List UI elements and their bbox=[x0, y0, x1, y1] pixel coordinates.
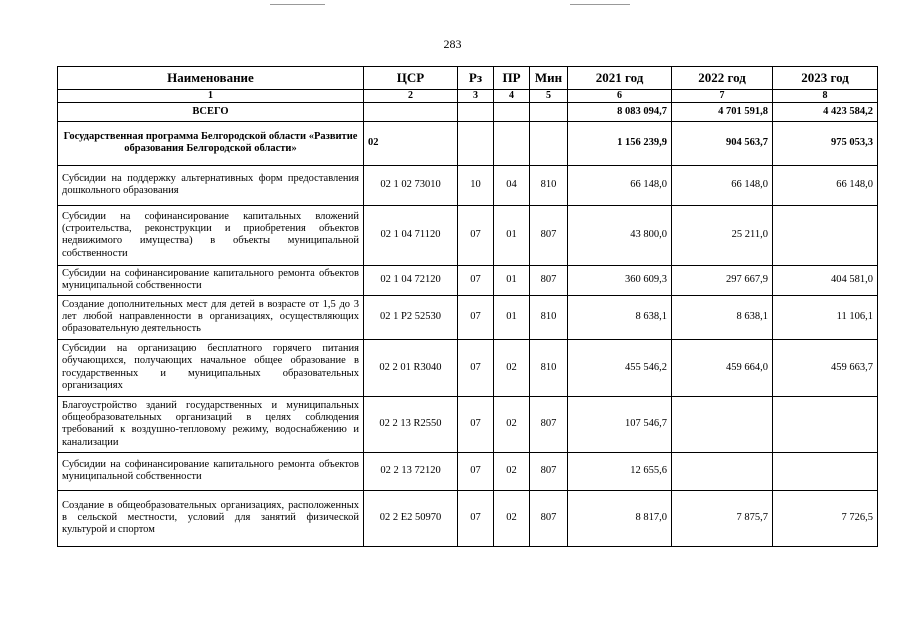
column-number-row bbox=[58, 90, 878, 103]
row-2021: 455 546,2 bbox=[568, 339, 672, 396]
row-min: 810 bbox=[530, 165, 568, 205]
column-number: 8 bbox=[773, 90, 878, 103]
row-2021: 12 655,6 bbox=[568, 452, 672, 490]
total-row bbox=[58, 102, 878, 121]
scan-mark-right bbox=[570, 4, 630, 5]
budget-table bbox=[57, 66, 878, 547]
row-name: Субсидии на софинансирование капитального ремонта объектов муниципальной собственности bbox=[58, 452, 364, 490]
row-rz: 07 bbox=[458, 265, 494, 295]
row-2022: 459 664,0 bbox=[672, 339, 773, 396]
row-rz: 07 bbox=[458, 452, 494, 490]
row-2023: 7 726,5 bbox=[773, 490, 878, 546]
row-min: 807 bbox=[530, 265, 568, 295]
row-min: 807 bbox=[530, 396, 568, 452]
row-name: Создание в общеобразовательных организациях, расположенных в сельской местности, условий для занятий физической культурой и спортом bbox=[58, 490, 364, 546]
row-pr: 04 bbox=[494, 165, 530, 205]
total-csr bbox=[364, 102, 458, 121]
row-2023: 66 148,0 bbox=[773, 165, 878, 205]
row-csr: 02 1 P2 52530 bbox=[364, 295, 458, 339]
header-name: Наименование bbox=[58, 67, 364, 90]
row-min: 807 bbox=[530, 452, 568, 490]
header-2022: 2022 год bbox=[672, 67, 773, 90]
program-2023: 975 053,3 bbox=[773, 121, 878, 165]
row-csr: 02 1 02 73010 bbox=[364, 165, 458, 205]
header-min: Мин bbox=[530, 67, 568, 90]
page-number: 283 bbox=[443, 37, 462, 51]
program-rz bbox=[458, 121, 494, 165]
row-2021: 66 148,0 bbox=[568, 165, 672, 205]
header-2021: 2021 год bbox=[568, 67, 672, 90]
table-row bbox=[58, 165, 878, 205]
row-2022: 25 211,0 bbox=[672, 205, 773, 265]
table-row bbox=[58, 265, 878, 295]
column-number: 5 bbox=[530, 90, 568, 103]
row-name: Субсидии на организацию бесплатного горячего питания обучающихся, получающих начальное общее образование в государственных и муниципальных образовательных организациях bbox=[58, 339, 364, 396]
table-row bbox=[58, 490, 878, 546]
row-2023: 404 581,0 bbox=[773, 265, 878, 295]
row-2021: 43 800,0 bbox=[568, 205, 672, 265]
header-csr: ЦСР bbox=[364, 67, 458, 90]
row-2021: 8 638,1 bbox=[568, 295, 672, 339]
row-csr: 02 2 13 72120 bbox=[364, 452, 458, 490]
row-rz: 07 bbox=[458, 295, 494, 339]
total-label: ВСЕГО bbox=[58, 102, 364, 121]
row-2022: 8 638,1 bbox=[672, 295, 773, 339]
table-row bbox=[58, 205, 878, 265]
column-number: 6 bbox=[568, 90, 672, 103]
row-name: Субсидии на софинансирование капитального ремонта объектов муниципальной собственности bbox=[58, 265, 364, 295]
row-pr: 01 bbox=[494, 295, 530, 339]
total-pr bbox=[494, 102, 530, 121]
row-rz: 10 bbox=[458, 165, 494, 205]
row-2023 bbox=[773, 205, 878, 265]
header-rz: Рз bbox=[458, 67, 494, 90]
row-2021: 360 609,3 bbox=[568, 265, 672, 295]
row-name: Благоустройство зданий государственных и муниципальных общеобразовательных организаций в целях соблюдения требований к воздушно-тепловому режиму, водоснабжению и канализации bbox=[58, 396, 364, 452]
total-2022: 4 701 591,8 bbox=[672, 102, 773, 121]
row-2022: 7 875,7 bbox=[672, 490, 773, 546]
row-csr: 02 2 E2 50970 bbox=[364, 490, 458, 546]
row-2023 bbox=[773, 452, 878, 490]
header-row bbox=[58, 67, 878, 90]
row-2022: 66 148,0 bbox=[672, 165, 773, 205]
row-min: 807 bbox=[530, 205, 568, 265]
total-2023: 4 423 584,2 bbox=[773, 102, 878, 121]
row-name: Субсидии на софинансирование капитальных вложений (строительства, реконструкции и приобретения объектов недвижимого имущества) в объекты муниципальной собственности bbox=[58, 205, 364, 265]
row-rz: 07 bbox=[458, 339, 494, 396]
header-pr: ПР bbox=[494, 67, 530, 90]
row-csr: 02 2 01 R3040 bbox=[364, 339, 458, 396]
row-pr: 02 bbox=[494, 490, 530, 546]
row-2022 bbox=[672, 452, 773, 490]
program-2021: 1 156 239,9 bbox=[568, 121, 672, 165]
row-pr: 02 bbox=[494, 396, 530, 452]
header-2023: 2023 год bbox=[773, 67, 878, 90]
column-number: 3 bbox=[458, 90, 494, 103]
row-csr: 02 1 04 71120 bbox=[364, 205, 458, 265]
row-min: 810 bbox=[530, 339, 568, 396]
row-name: Субсидии на поддержку альтернативных форм предоставления дошкольного образования bbox=[58, 165, 364, 205]
row-min: 810 bbox=[530, 295, 568, 339]
column-number: 4 bbox=[494, 90, 530, 103]
total-2021: 8 083 094,7 bbox=[568, 102, 672, 121]
row-pr: 01 bbox=[494, 265, 530, 295]
program-label: Государственная программа Белгородской области «Развитие образования Белгородской области» bbox=[58, 121, 364, 165]
row-2022 bbox=[672, 396, 773, 452]
table-row bbox=[58, 452, 878, 490]
row-min: 807 bbox=[530, 490, 568, 546]
row-rz: 07 bbox=[458, 205, 494, 265]
program-pr bbox=[494, 121, 530, 165]
program-2022: 904 563,7 bbox=[672, 121, 773, 165]
total-min bbox=[530, 102, 568, 121]
row-pr: 02 bbox=[494, 339, 530, 396]
row-2021: 8 817,0 bbox=[568, 490, 672, 546]
row-csr: 02 2 13 R2550 bbox=[364, 396, 458, 452]
table-row bbox=[58, 295, 878, 339]
row-rz: 07 bbox=[458, 396, 494, 452]
scan-mark-left bbox=[270, 4, 325, 5]
row-pr: 01 bbox=[494, 205, 530, 265]
program-csr: 02 bbox=[364, 121, 458, 165]
column-number: 1 bbox=[58, 90, 364, 103]
program-min bbox=[530, 121, 568, 165]
column-number: 2 bbox=[364, 90, 458, 103]
row-rz: 07 bbox=[458, 490, 494, 546]
total-rz bbox=[458, 102, 494, 121]
row-2021: 107 546,7 bbox=[568, 396, 672, 452]
row-2023: 11 106,1 bbox=[773, 295, 878, 339]
row-2023: 459 663,7 bbox=[773, 339, 878, 396]
row-csr: 02 1 04 72120 bbox=[364, 265, 458, 295]
row-name: Создание дополнительных мест для детей в возрасте от 1,5 до 3 лет любой направленности в организациях, осуществляющих образовательную деятельность bbox=[58, 295, 364, 339]
column-number: 7 bbox=[672, 90, 773, 103]
row-pr: 02 bbox=[494, 452, 530, 490]
row-2022: 297 667,9 bbox=[672, 265, 773, 295]
program-row bbox=[58, 121, 878, 165]
table-row bbox=[58, 396, 878, 452]
row-2023 bbox=[773, 396, 878, 452]
table-row bbox=[58, 339, 878, 396]
